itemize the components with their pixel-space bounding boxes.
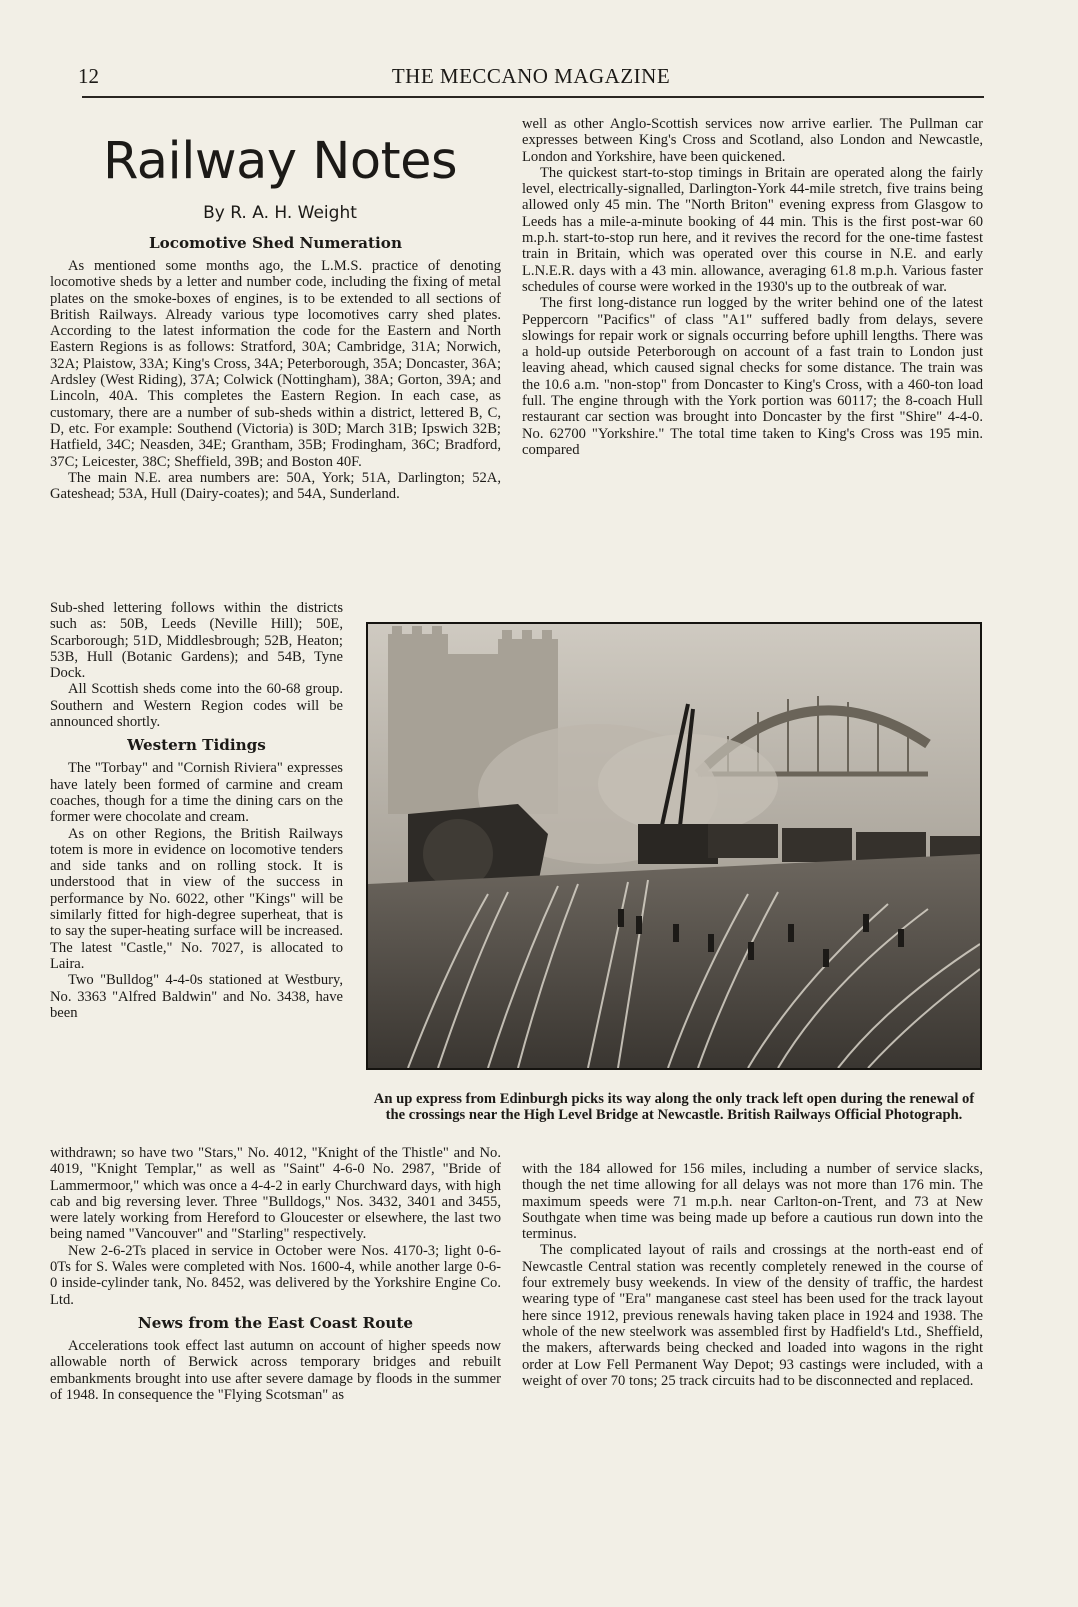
photo-caption: An up express from Edinburgh picks its way along the only track left open during the renewal of the crossings near the High Level Bridge at Newcastle. British Railways Official Photograph. <box>373 1091 975 1123</box>
paragraph: The "Torbay" and "Cornish Riviera" expresses have lately been formed of carmine and cream coaches, though for a time the dining cars on the former were chocolate and cream. <box>50 760 343 826</box>
paragraph: The main N.E. area numbers are: 50A, York; 51A, Darlington; 52A, Gateshead; 53A, Hull (Dairy-coates); and 54A, Sunderland. <box>50 469 501 503</box>
magazine-title: THE MECCANO MAGAZINE <box>391 64 671 88</box>
paragraph: All Scottish sheds come into the 60-68 group. Southern and Western Region codes will be announced shortly. <box>50 681 343 731</box>
paragraph: Sub-shed lettering follows within the districts such as: 50B, Leeds (Neville Hill); 50E, Scarborough; 51D, Middlesbrough; 52B, Heaton; 53B, Hull (Botanic Gardens); and 54B, Tyne Dock. <box>50 600 343 682</box>
paragraph: The first long-distance run logged by the writer behind one of the latest Peppercorn "Pacifics" of class "A1" suffered badly from delays, severe slowings for repair work or signals occurring before uphill lengths. There was a hold-up outside Peterborough on account of a fast train to London just leaving ahead, which caused signal checks for some distance. The train was the 10.6 a.m. "non-stop" from Doncaster to King's Cross, with a 460-ton load full. The engine through with the York portion was 60117; the 8-coach Hull restaurant car section was brought into Doncaster by the first "Shire" 4-4-0. No. 62700 "Yorkshire." The total time taken to King's Cross was 195 min. compared <box>522 295 983 458</box>
paragraph: As on other Regions, the British Railways totem is more in evidence on locomotive tenders and side tanks and on rolling stock. It is understood that in view of the success in performance by No. 6022, other "Kings" will be similarly fitted for high-degree superheat, that is to say the super-heating surface will be increased. The latest "Castle," No. 7027, is allocated to Laira. <box>50 825 343 972</box>
paragraph: As mentioned some months ago, the L.M.S. practice of denoting locomotive sheds by a letter and number code, including the fixing of metal plates on the smoke-boxes of engines, is to be extended to all sections of British Railways. Already various type locomotives carry shed plates. According to the latest information the code for the Eastern and North Eastern Regions is as follows: Stratford, 30A; Cambridge, 31A; Norwich, 32A; Plaistow, 33A; King's Cross, 34A; Peterborough, 35A; Doncaster, 36A; Ardsley (West Riding), 37A; Colwick (Nottingham), 38A; Gorton, 39A; and Lincoln, 40A. This completes the Eastern Region. In each case, as customary, there are a number of sub-sheds within a district, lettered B, C, D, etc. For example: Southend (Victoria) is 30D; March 31B; Ipswich 32B; Hatfield, 34C; Neasden, 34E; Grantham, 35B; Frodingham, 36C; Bradford, 37C; Leicester, 38C; Sheffield, 39B; and Boston 40F. <box>50 258 501 470</box>
section-heading: News from the East Coast Route <box>137 1313 414 1332</box>
paragraph: with the 184 allowed for 156 miles, including a number of service slacks, though the net time allowing for all delays was not more than 176 min. The maximum speeds were 71 m.p.h. near Carlton-on-Trent, and 73 at New Southgate when time was being made up before a cautious run down into the terminus. <box>522 1161 983 1243</box>
paragraph: The quickest start-to-stop timings in Britain are operated along the fairly level, electrically-signalled, Darlington-York 44-mile stretch, five trains being allowed only 45 min. The "North Briton" evening express from Glasgow to Leeds has a mile-a-minute booking of 44 min. This is the first post-war 60 m.p.h. start-to-stop run here, and it revives the record for the one-time fastest train in Britain, which was operated over this course in N.E. and early L.N.E.R. days with a 43 min. allowance, averaging 61.8 m.p.h. Various faster schedules of course were worked in the 1930's up to the outbreak of war. <box>522 164 983 295</box>
right-column-bottom <box>522 1161 983 1389</box>
paragraph: Accelerations took effect last autumn on account of higher speeds now allowable north of Berwick across temporary bridges and rebuilt embankments brought into use after severe damage by floods in the summer of 1948. In consequence the "Flying Scotsman" as <box>50 1337 501 1403</box>
article-title: Railway Notes <box>102 132 458 191</box>
article-byline: By R. A. H. Weight <box>203 203 357 223</box>
railway-photo <box>366 622 982 1070</box>
left-column-narrow <box>50 600 343 1021</box>
paragraph: The complicated layout of rails and crossings at the north-east end of Newcastle Central station was recently completely renewed in the course of four extremely busy weekends. In view of the density of traffic, the hardest wearing type of "Era" manganese cast steel has been used for the track layout here since 1912, previous renewals having taken place in 1924 and 1938. The whole of the new steelwork was assembled first by Hadfield's Ltd., Sheffield, the makers, afterwards being checked and loaded into wagons in the right order at Low Fell Permanent Way Depot; 93 castings were included, with a weight of over 70 tons; 25 track circuits had to be disconnected and replaced. <box>522 1242 983 1389</box>
photo-illustration <box>368 624 980 1068</box>
section-heading: Western Tidings <box>127 736 266 755</box>
page-number: 12 <box>78 64 99 88</box>
section-heading: Locomotive Shed Numeration <box>149 234 402 252</box>
page-header <box>78 62 984 96</box>
left-column-top <box>50 228 501 502</box>
paragraph: well as other Anglo-Scottish services now arrive earlier. The Pullman car expresses between King's Cross and Scotland, also London and Newcastle, London and Yorkshire, have been quickened. <box>522 116 983 165</box>
paragraph: Two "Bulldog" 4-4-0s stationed at Westbury, No. 3363 "Alfred Baldwin" and No. 3438, have been <box>50 972 343 1021</box>
header-rule <box>82 96 984 98</box>
paragraph: New 2-6-2Ts placed in service in October were Nos. 4170-3; light 0-6-0Ts for S. Wales were completed with Nos. 1600-4, while another large 0-6-0 inside-cylinder tank, No. 8452, was delivered by the Yorkshire Engine Co. Ltd. <box>50 1242 501 1308</box>
left-column-bottom <box>50 1145 501 1403</box>
paragraph: withdrawn; so have two "Stars," No. 4012, "Knight of the Thistle" and No. 4019, "Knight Templar," as well as "Saint" 4-6-0 No. 2987, "Bride of Lammermoor," which was once a 4-4-2 in early Churchward days, with high cab and big reversing lever. Three "Bulldogs," Nos. 3432, 3401 and 3455, were lately working from Hereford to Gloucester or elsewhere, the last two being named "Vancouver" and "Starling" respectively. <box>50 1145 501 1243</box>
right-column-top <box>522 116 983 458</box>
